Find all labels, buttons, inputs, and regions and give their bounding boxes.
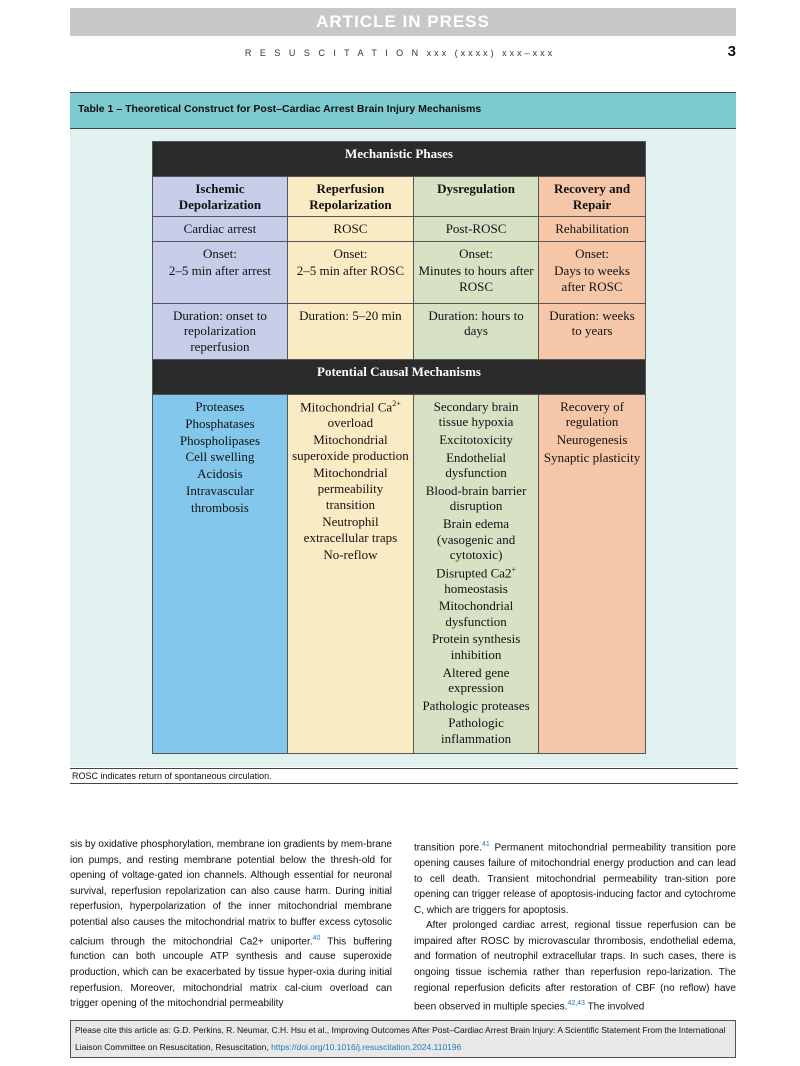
trigger-1: Cardiac arrest xyxy=(153,217,288,242)
citation-box xyxy=(70,1020,736,1058)
reference-link[interactable]: 41 xyxy=(482,841,490,848)
phase-4: Recovery and Repair xyxy=(539,177,646,217)
onset-2 xyxy=(287,241,413,303)
trigger-4: Rehabilitation xyxy=(539,217,646,242)
mech-item: Endothelial dysfunction xyxy=(445,449,507,481)
citation-text: Please cite this article as: G.D. Perkins, R. Neumar, C.H. Hsu et al., Improving Outcomes After Post–Cardiac Arrest Brain Injury: A Scientific Statement From the International Liaison Committee on Resuscitation, Resuscitation, xyxy=(75,1025,726,1052)
phase-3: Dysregulation xyxy=(413,177,538,217)
mechanistic-phases-header: Mechanistic Phases xyxy=(153,142,646,177)
mech-item: Pathologic proteases xyxy=(422,697,530,713)
text: sis by oxidative phosphorylation, membrane ion gradients by mem-brane ion pumps, and resting membrane potential below the thresh-old for opening of voltage-gated ion channels. Although essential for neuronal survival, reperfusion repolarization can also cause harm. During initial reperfusion, hyperpolarization of the inner mitochondrial membrane potential also causes the mitochondrial matrix to buffer excess cytosolic calcium through the mitochondrial Ca2+ uniporter. xyxy=(70,839,392,947)
mech-item: Altered gene expression xyxy=(442,664,510,696)
phase-2: Reperfusion Repolarization xyxy=(287,177,413,217)
doi-link[interactable]: https://doi.org/10.1016/j.resuscitation.2024.110196 xyxy=(271,1042,462,1052)
page-number: 3 xyxy=(727,43,736,60)
causal-mechanisms-header: Potential Causal Mechanisms xyxy=(153,359,646,394)
mech-item: Neurogenesis xyxy=(556,431,628,447)
mech-text: homeostasis xyxy=(444,580,508,596)
mechanisms-col-1 xyxy=(153,394,288,753)
duration-3: Duration: hours to days xyxy=(413,303,538,359)
mech-item: Pathologic inflammation xyxy=(441,715,512,746)
mech-item: Blood-brain barrier disruption xyxy=(425,482,527,514)
text: After prolonged cardiac arrest, regional tissue reperfusion can be impaired after ROSC by microvascular thrombosis, endothelial edema, and formation of neutrophil extracellular traps. In such cases, there is ongoing tissue ischemia rather than reperfusion repo-larization. The regional reperfusion deficits after restoration of CBF (no reflow) have been observed in multiple species. xyxy=(414,920,736,1013)
onset-label: Onset: xyxy=(575,245,610,261)
mech-sup: + xyxy=(511,564,517,574)
mechanisms-col-2 xyxy=(287,394,413,753)
article-in-press-banner: ARTICLE IN PRESS xyxy=(70,8,736,36)
onset-value: Minutes to hours after ROSC xyxy=(418,263,534,294)
mech-item: Mitochondrial dysfunction xyxy=(438,598,514,629)
duration-2: Duration: 5–20 min xyxy=(287,303,413,359)
reference-link[interactable]: 42,43 xyxy=(567,1000,585,1008)
duration-4: Duration: weeks to years xyxy=(539,303,646,359)
mech-item: Neutrophil extracellular traps xyxy=(303,514,398,545)
duration-1: Duration: onset to repolarization reperfusion xyxy=(153,303,288,359)
mech-item: Mitochondrial superoxide production xyxy=(292,432,409,463)
mechanisms-col-3 xyxy=(413,394,538,753)
text: This buffering function can both uncouple ATP synthesis and cause superoxide production, which can be exacerbated by tissue hyper-oxia during initial reperfusion. Moreover, mitochondrial matrix cal-cium overload can trigger opening of the mitochondrial permeability xyxy=(70,935,392,1010)
mech-text: overload xyxy=(327,414,374,430)
running-head: R E S U S C I T A T I O N xxx (xxxx) xxx–xxx xyxy=(244,48,556,58)
mechanisms-table xyxy=(152,141,646,754)
table-title-bar xyxy=(70,92,736,129)
mech-item: Mitochondrial permeability transition xyxy=(313,465,388,512)
text: The involved xyxy=(584,1001,645,1013)
onset-4 xyxy=(539,241,646,303)
paragraph xyxy=(414,918,736,1015)
paragraph xyxy=(414,837,736,918)
mech-item: No-reflow xyxy=(323,547,378,563)
onset-label: Onset: xyxy=(459,245,494,261)
mechanisms-col-4 xyxy=(539,394,646,753)
mech-item: Brain edema (vasogenic and cytotoxic) xyxy=(436,515,516,563)
phase-1: Ischemic Depolarization xyxy=(153,177,288,217)
onset-3 xyxy=(413,241,538,303)
onset-label: Onset: xyxy=(333,245,368,261)
paragraph xyxy=(70,837,392,1012)
mech-item: Synaptic plasticity xyxy=(543,449,641,465)
mech-text: Disrupted Ca2 xyxy=(436,565,512,581)
onset-label: Onset: xyxy=(202,245,237,261)
mech-item: Protein synthesis inhibition xyxy=(431,631,521,663)
mech-item: Secondary brain tissue hypoxia xyxy=(433,398,519,430)
onset-1 xyxy=(153,241,288,303)
body-right-column xyxy=(414,837,736,1015)
text: transition pore. xyxy=(414,842,483,854)
onset-value: 2–5 min after arrest xyxy=(168,263,271,279)
onset-value: 2–5 min after ROSC xyxy=(296,263,405,279)
table-title: Table 1 – Theoretical Construct for Post–Cardiac Arrest Brain Injury Mechanisms xyxy=(78,103,482,115)
mech-sup: 2+ xyxy=(392,398,401,408)
reference-link[interactable]: 40 xyxy=(312,934,321,942)
mech-item: Excitotoxicity xyxy=(439,431,513,447)
onset-value: Days to weeks after ROSC xyxy=(554,263,630,294)
mech-text: Mitochondrial Ca xyxy=(300,399,393,415)
mech-item: Recovery of regulation xyxy=(560,398,625,430)
trigger-2: ROSC xyxy=(287,217,413,242)
mechanisms-list-1: Proteases Phosphatases Phospholipases Cell swelling Acidosis Intravascular thrombosis xyxy=(179,398,261,516)
body-left-column xyxy=(70,837,392,1012)
text: Permanent mitochondrial permeability transition pore opening causes failure of mitochondrial energy production and can lead to cell death. Transient mitochondrial permeability tran-sition pore opening can trigger release of apoptosis-inducing factor and cytochrome C, which are triggers for apoptosis. xyxy=(414,842,736,916)
mech-item xyxy=(418,565,534,597)
trigger-3: Post-ROSC xyxy=(413,217,538,242)
mech-item xyxy=(292,399,409,431)
table-footnote: ROSC indicates return of spontaneous circulation. xyxy=(70,768,738,784)
